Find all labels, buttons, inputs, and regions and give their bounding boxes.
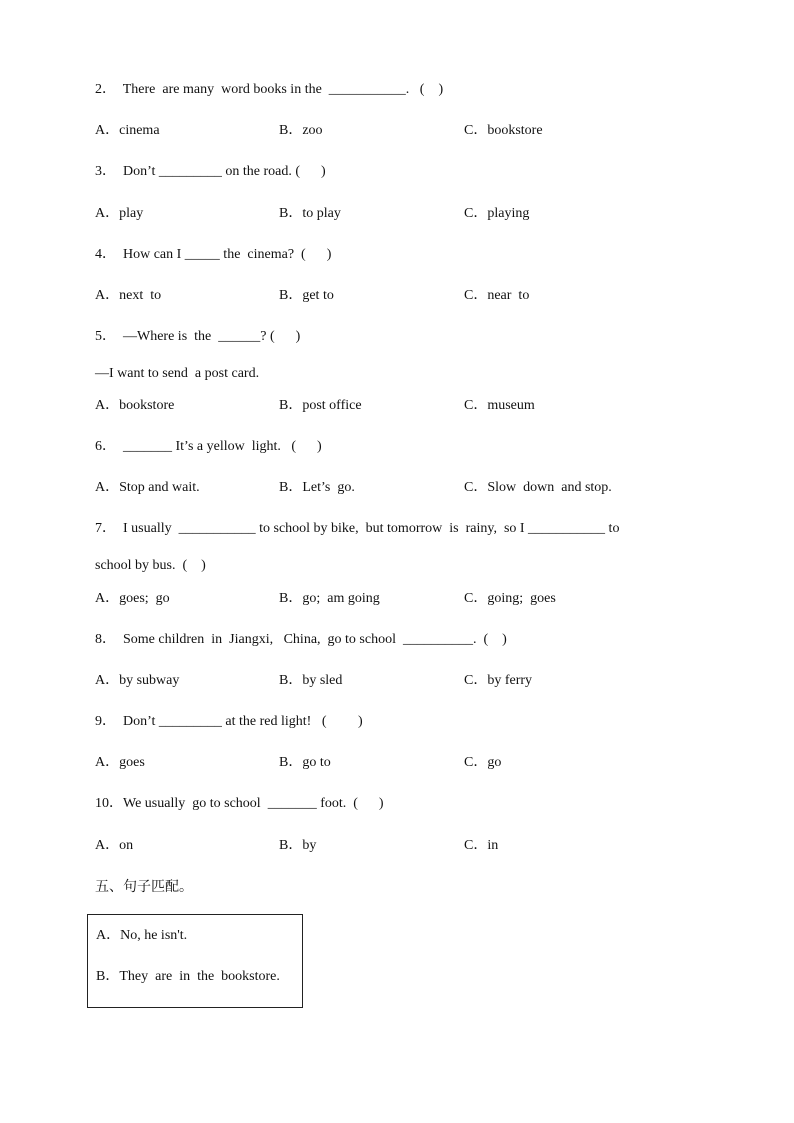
answer-options-box — [87, 914, 303, 1008]
question-7-option-c: C．going; goes — [464, 591, 556, 606]
question-3-option-a: A．play — [95, 206, 144, 221]
question-7-stem: 7． I usually ___________ to school by bike, but tomorrow is rainy, so I ___________ to — [95, 521, 620, 536]
box-option-b: B．They are in the bookstore. — [96, 969, 280, 984]
box-option-a: A．No, he isn't. — [96, 928, 188, 943]
question-10-stem: 10．We usually go to school _______ foot. ( ) — [95, 796, 384, 811]
question-5-option-b: B．post office — [279, 398, 362, 413]
question-9-option-c: C．go — [464, 755, 502, 770]
question-5-option-a: A．bookstore — [95, 398, 175, 413]
question-2-option-a: A．cinema — [95, 123, 160, 138]
question-3-option-b: B．to play — [279, 206, 341, 221]
question-5-stem: 5． —Where is the ______? ( ) — [95, 329, 301, 344]
question-7-option-b: B．go; am going — [279, 591, 380, 606]
question-6-option-c: C．Slow down and stop. — [464, 480, 612, 495]
question-8-option-b: B．by sled — [279, 673, 343, 688]
question-3-stem: 3． Don’t _________ on the road. ( ) — [95, 164, 326, 179]
question-5-option-c: C．museum — [464, 398, 535, 413]
question-9-option-b: B．go to — [279, 755, 331, 770]
question-6-option-b: B．Let’s go. — [279, 480, 355, 495]
question-4-option-b: B．get to — [279, 288, 334, 303]
question-9-stem: 9． Don’t _________ at the red light! ( ) — [95, 714, 363, 729]
question-6-stem: 6． _______ It’s a yellow light. ( ) — [95, 439, 322, 454]
section-heading: 五、句子匹配。 — [95, 879, 193, 895]
question-2-option-b: B．zoo — [279, 123, 323, 138]
question-4-stem: 4． How can I _____ the cinema? ( ) — [95, 247, 332, 262]
question-10-option-c: C．in — [464, 838, 499, 853]
question-8-stem: 8． Some children in Jiangxi, China, go to school __________. ( ) — [95, 632, 507, 647]
question-8-option-a: A．by subway — [95, 673, 180, 688]
question-2-option-c: C．bookstore — [464, 123, 543, 138]
question-4-option-c: C．near to — [464, 288, 530, 303]
question-7-option-a: A．goes; go — [95, 591, 170, 606]
question-6-option-a: A．Stop and wait. — [95, 480, 200, 495]
question-10-option-b: B．by — [279, 838, 317, 853]
question-3-option-c: C．playing — [464, 206, 530, 221]
question-10-option-a: A．on — [95, 838, 134, 853]
question-2-stem: 2． There are many word books in the ___________. ( ) — [95, 82, 444, 97]
question-9-option-a: A．goes — [95, 755, 145, 770]
question-8-option-c: C．by ferry — [464, 673, 533, 688]
question-5-reply: —I want to send a post card. — [95, 366, 260, 381]
question-4-option-a: A．next to — [95, 288, 162, 303]
question-7-continuation: school by bus. ( ) — [95, 558, 206, 573]
